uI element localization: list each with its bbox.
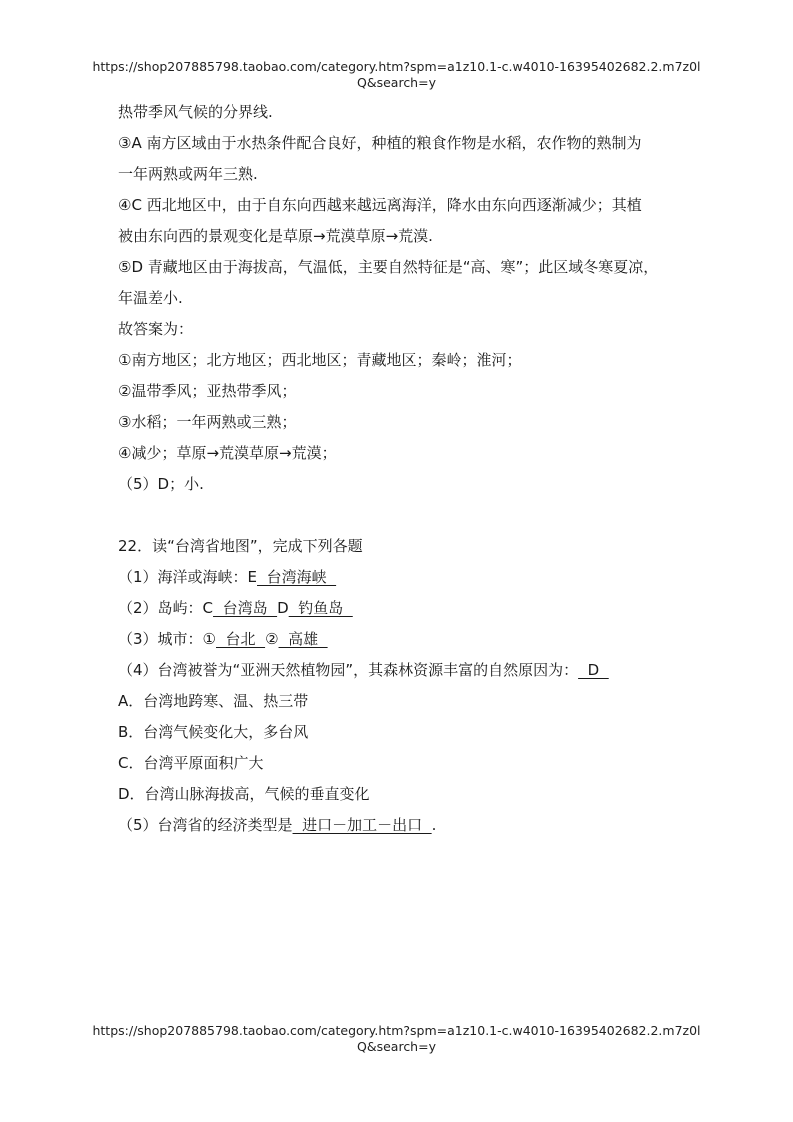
text-line: ②温带季风；亚热带季风； [118,382,297,400]
q5-prefix: （5）台湾省的经济类型是 [118,816,293,834]
footer-url-line-2: Q&search=y [357,1039,436,1054]
footer-url-line-1: https://shop207885798.taobao.com/category.htm?spm=a1z10.1-c.w4010-16395402682.2.m7z0l [92,1023,701,1038]
question-4 [118,655,678,686]
header-url-line-2: Q&search=y [357,75,436,90]
option-d: D．台湾山脉海拔高，气候的垂直变化 [118,785,370,803]
q3-mid: ② [265,630,279,648]
option-b: B．台湾气候变化大，多台风 [118,723,309,741]
q2-answer-2: 钓鱼岛 [288,599,353,617]
option-a: A．台湾地跨寒、温、热三带 [118,692,309,710]
text-line: ①南方地区；北方地区；西北地区；青藏地区；秦岭；淮河； [118,351,522,369]
text-line: 故答案为： [118,320,194,338]
text-line: ⑤D 青藏地区由于海拔高，气温低，主要自然特征是“高、寒”；此区域冬寒夏凉， [118,258,659,276]
q5-answer: 进口－加工－出口 [292,816,432,834]
q2-answer-1: 台湾岛 [213,599,278,617]
text-line: 被由东向西的景观变化是草原→荒漠草原→荒漠. [118,227,433,245]
document-body [118,97,678,841]
text-line: 热带季风气候的分界线. [118,103,273,121]
text-line: （5）D；小. [118,475,204,493]
q3-answer-2: 高雄 [278,630,328,648]
q1-prefix: （1）海洋或海峡：E [118,568,258,586]
text-line: ④减少；草原→荒漠草原→荒漠； [118,444,337,462]
q3-answer-1: 台北 [216,630,266,648]
q5-suffix: . [431,816,437,834]
text-line: ④C 西北地区中，由于自东向西越来越远离海洋，降水由东向西逐渐减少；其植 [118,196,642,214]
question-3 [118,624,678,655]
text-line: 一年两熟或两年三熟. [118,165,258,183]
header-url-line-1: https://shop207885798.taobao.com/category.htm?spm=a1z10.1-c.w4010-16395402682.2.m7z0l [92,59,701,74]
text-line: ③A 南方区域由于水热条件配合良好，种植的粮食作物是水稻，农作物的熟制为 [118,134,642,152]
q3-prefix: （3）城市：① [118,630,216,648]
question-1 [118,562,678,593]
question-2 [118,593,678,624]
text-line: 年温差小. [118,289,183,307]
q4-prefix: （4）台湾被誉为“亚洲天然植物园”，其森林资源丰富的自然原因为： [118,661,579,679]
q1-answer: 台湾海峡 [257,568,337,586]
question-title: 22．读“台湾省地图”，完成下列各题 [118,537,363,555]
footer-url [0,1023,793,1055]
question-5 [118,810,678,841]
q4-answer: D [578,661,609,679]
q2-prefix: （2）岛屿：C [118,599,214,617]
spacer [118,500,678,531]
header-url [0,59,793,91]
q2-mid: D [277,599,289,617]
text-line: ③水稻；一年两熟或三熟； [118,413,297,431]
option-c: C．台湾平原面积广大 [118,754,264,772]
